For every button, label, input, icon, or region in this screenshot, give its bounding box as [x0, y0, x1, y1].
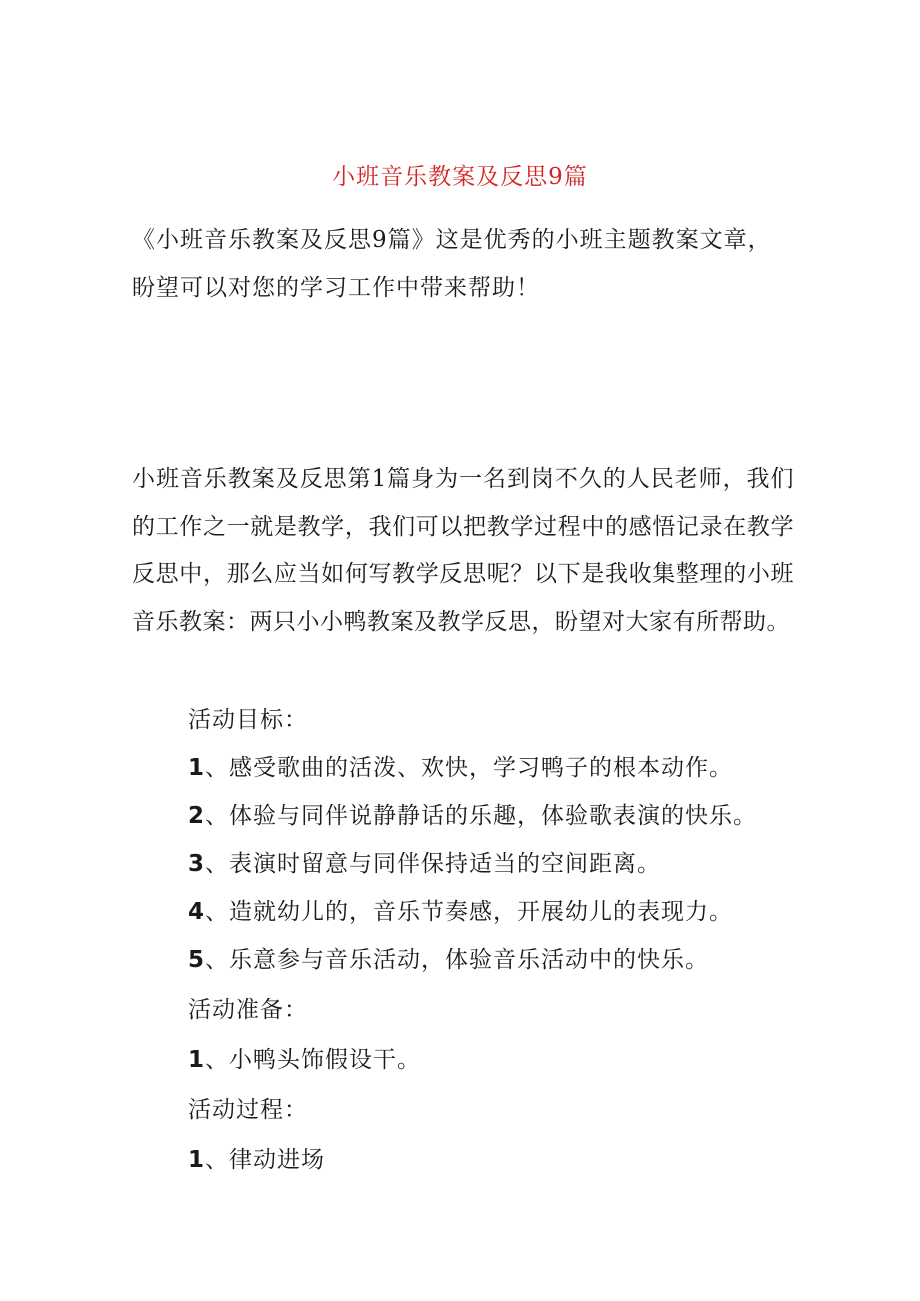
goal-number: 4: [188, 899, 206, 925]
prep-heading: 活动准备：: [188, 997, 308, 1023]
goal-item: [188, 895, 733, 929]
goal-item: [188, 799, 757, 833]
document-title: 小班音乐教案及反思9篇: [332, 164, 588, 190]
goal-item: [188, 847, 661, 881]
goal-item: [188, 751, 733, 785]
prep-number: 1: [188, 1047, 206, 1073]
process-heading: 活动过程：: [188, 1097, 308, 1123]
goal-number: 3: [188, 851, 206, 877]
process-text: 、律动进场: [205, 1147, 326, 1173]
goal-number: 2: [188, 803, 206, 829]
goal-text: 、表演时留意与同伴保持适当的空间距离。: [205, 851, 662, 877]
goal-number: 1: [188, 755, 206, 781]
prep-item: [188, 1043, 421, 1077]
goal-number: 5: [188, 947, 206, 973]
goal-text: 、感受歌曲的活泼、欢快，学习鸭子的根本动作。: [205, 755, 734, 781]
goal-text: 、乐意参与音乐活动，体验音乐活动中的快乐。: [205, 947, 710, 973]
process-item: [188, 1143, 325, 1177]
goals-heading: 活动目标：: [188, 707, 308, 733]
goal-text: 、造就幼儿的，音乐节奏感，开展幼儿的表现力。: [205, 899, 734, 925]
goal-item: [188, 943, 709, 977]
process-number: 1: [188, 1147, 206, 1173]
body-paragraph: 小班音乐教案及反思第1篇身为一名到岗不久的人民老师，我们的工作之一就是教学，我们可以把教学过程中的感悟记录在教学反思中，那么应当如何写教学反思呢？以下是我收集整理的小班音乐教案：两只小小鸭教案及教学反思，盼望对大家有所帮助。: [132, 466, 794, 635]
prep-text: 、小鸭头饰假设干。: [205, 1047, 422, 1073]
goal-text: 、体验与同伴说静静话的乐趣，体验歌表演的快乐。: [205, 803, 758, 829]
intro-paragraph: 《小班音乐教案及反思9篇》这是优秀的小班主题教案文章，盼望可以对您的学习工作中带来帮助！: [132, 227, 772, 301]
